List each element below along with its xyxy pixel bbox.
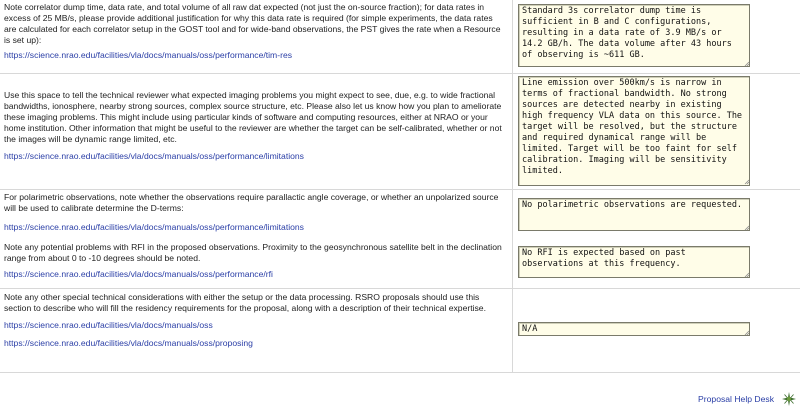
answer-textarea[interactable]: N/A xyxy=(518,322,750,336)
question-text: Note any other special technical considerations with either the setup or the data processing. RSRO proposals should use this section to describe who will fill the residency requirements for the proposal, along with a description of their technical expertise. https://science.nrao.edu/facilities/vla/docs/manuals/oss https://science.nrao.edu/facilities/vla/docs/manuals/oss/proposing xyxy=(4,292,506,349)
question-text: Note any potential problems with RFI in the proposed observations. Proximity to the geosynchronous satellite belt in the declination range from about 0 to -10 degrees should be noted. https://science.nrao.edu/facilities/vla/docs/manuals/oss/performance/rfi xyxy=(4,242,506,280)
question-text: Note correlator dump time, data rate, and total volume of all raw dat expected (not just the on-source fraction); for data rates in excess of 25 MB/s, please provide additional justification for why this data rate is required (for simple experiments, the data rates are calculated for each correlator setup in the GOST tool and for wide-band observations, the PST gives the rate when a Resource is set up): https://science.nrao.edu/facilities/vla/docs/manuals/oss/performance/tim-res xyxy=(4,2,506,61)
doc-link-proposing[interactable]: https://science.nrao.edu/facilities/vla/docs/manuals/oss/proposing xyxy=(4,338,253,348)
table-row xyxy=(0,238,800,289)
question-text: For polarimetric observations, note whether the observations require parallactic angle coverage, or whether an unpolarized source will be used to calibrate determine the D-terms: https://science.nrao.edu/facilities/vla/docs/manuals/oss/performance/limitations xyxy=(4,192,506,233)
resize-grip-icon[interactable] xyxy=(744,330,750,336)
resize-grip-icon[interactable] xyxy=(744,61,750,67)
table-row xyxy=(0,288,800,373)
table-row xyxy=(0,73,800,190)
nrao-star-icon xyxy=(782,392,796,406)
doc-link[interactable]: https://science.nrao.edu/facilities/vla/docs/manuals/oss/performance/tim-res xyxy=(4,50,293,60)
doc-link[interactable]: https://science.nrao.edu/facilities/vla/docs/manuals/oss/performance/rfi xyxy=(4,269,273,279)
footer xyxy=(698,392,796,406)
table-row xyxy=(0,189,800,238)
doc-link[interactable]: https://science.nrao.edu/facilities/vla/docs/manuals/oss/performance/limitations xyxy=(4,222,304,232)
resize-grip-icon[interactable] xyxy=(744,179,750,185)
answer-textarea[interactable]: Line emission over 500km/s is narrow in terms of fractional bandwidth. No strong sources are detected nearby in existing high frequency VLA data on this source. The target will be resolved, but the structure and required dynamical range will be limited. Target will be too faint for self calibration. Imaging will be sensitivity limited. xyxy=(518,76,750,186)
answer-textarea[interactable]: Standard 3s correlator dump time is sufficient in B and C configurations, resulting in a data rate of 3.9 MB/s or 14.2 GB/h. The data volume after 43 hours of observing is ~611 GB. xyxy=(518,4,750,67)
resize-grip-icon[interactable] xyxy=(744,225,750,231)
answer-textarea[interactable]: No RFI is expected based on past observations at this frequency. xyxy=(518,246,750,278)
table-row xyxy=(0,0,800,74)
question-text: Use this space to tell the technical reviewer what expected imaging problems you might expect to see, due, e.g. to wide fractional bandwidths, ionosphere, nearby strong sources, complex source structure, etc. Please also let us know how you plan to ameliorate these imaging problems. This might include using particular kinds of software and computing resources, either at NRAO or your home institution. Other information that might be useful to the reviewer are whether the target can be self-calibrated, whether or not the images will be dynamic range limited, etc. https://science.nrao.edu/facilities/vla/docs/manuals/oss/performance/limitations xyxy=(4,90,506,162)
resize-grip-icon[interactable] xyxy=(744,272,750,278)
help-desk-link[interactable]: Proposal Help Desk xyxy=(698,394,774,404)
answer-textarea[interactable]: No polarimetric observations are requested. xyxy=(518,198,750,231)
doc-link[interactable]: https://science.nrao.edu/facilities/vla/docs/manuals/oss xyxy=(4,320,213,330)
doc-link[interactable]: https://science.nrao.edu/facilities/vla/docs/manuals/oss/performance/limitations xyxy=(4,151,304,161)
